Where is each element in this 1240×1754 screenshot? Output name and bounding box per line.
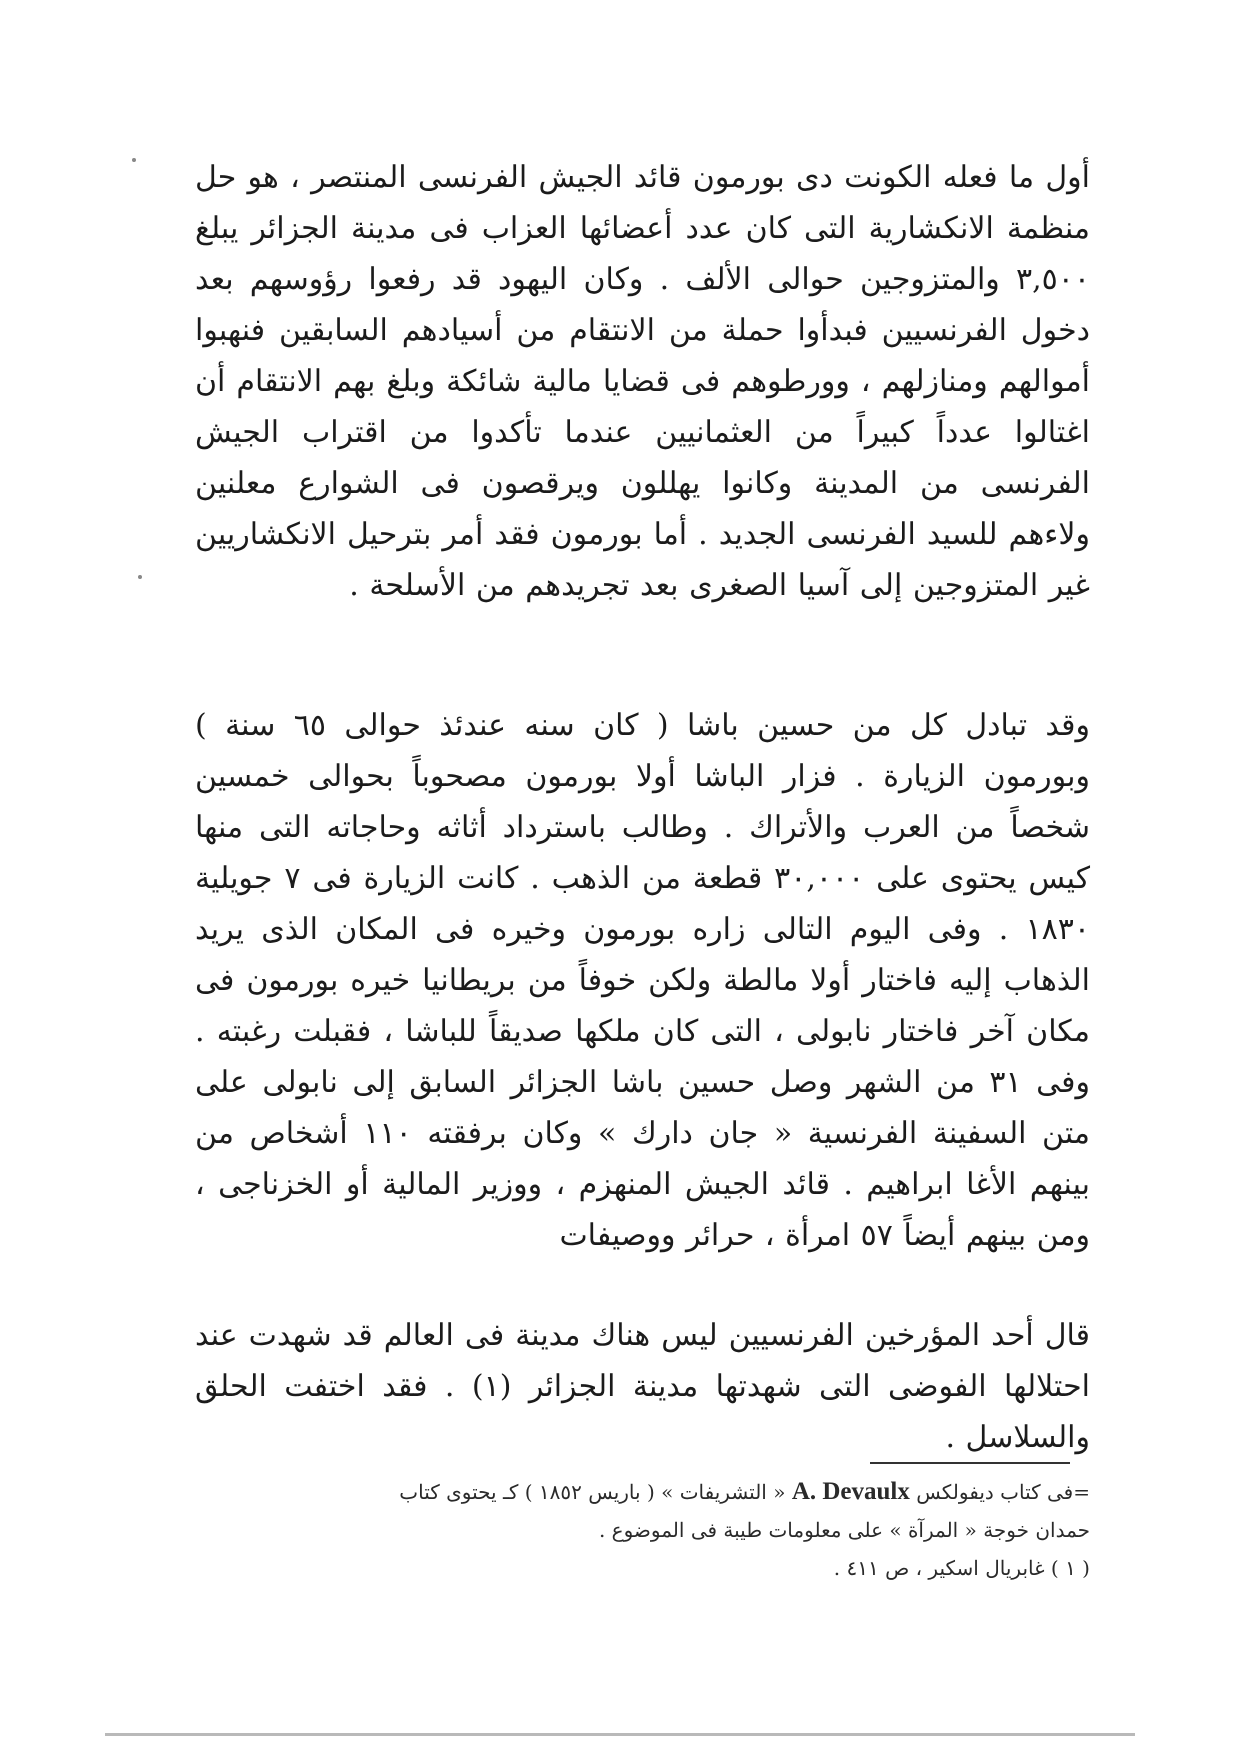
footnote-line-2: حمدان خوجة « المرآة » على معلومات طيبة فى الموضوع . [598,1518,1090,1542]
footnote-separator [870,1462,1070,1464]
paragraph-text: قال أحد المؤرخين الفرنسيين ليس هناك مدينة فى العالم قد شهدت عند احتلالها الفوضى التى شهدتها مدينة الجزائر (١) . فقد اختفت الحلق والسلاسل . [195,1318,1090,1455]
footnote-text: =فى كتاب ديفولكس [916,1480,1090,1504]
paragraph-text: وقد تبادل كل من حسين باشا ( كان سنه عندئذ حوالى ٦٥ سنة ) وبورمون الزيارة . فزار الباشا أولا بورمون مصحوباً بحوالى خمسين شخصاً من العرب والأتراك . وطالب باسترداد أثاثه وحاجاته التى منها كيس يحتوى على ٣٠,٠٠٠ قطعة من الذهب . كانت الزيارة فى ٧ جويلية ١٨٣٠ . وفى اليوم التالى زاره بورمون وخيره فى المكان الذى يريد الذهاب إليه فاختار أولا مالطة ولكن خوفاً من بريطانيا خيره بورمون فى مكان آخر فاختار نابولى ، التى كان ملكها صديقاً للباشا ، فقبلت رغبته . وفى ٣١ من الشهر وصل حسين باشا الجزائر السابق إلى نابولى على متن السفينة الفرنسية « جان دارك » وكان برفقته ١١٠ أشخاص من بينهم الأغا ابراهيم . قائد الجيش المنهزم ، ووزير المالية أو الخزناجى ، ومن بينهم أيضاً ٥٧ امرأة ، حرائر ووصيفات [195,708,1091,1253]
scan-speck [138,575,142,579]
footnote-line-3: ( ١ ) غابريال اسكير ، ص ٤١١ . [833,1556,1090,1580]
scan-speck [132,158,136,162]
footnote-line-1 [195,1473,1090,1511]
footnote-text: « التشريفات » ( باريس ١٨٥٢ ) كـ يحتوى كتاب [399,1480,786,1504]
paragraph-text: أول ما فعله الكونت دى بورمون قائد الجيش الفرنسى المنتصر ، هو حل منظمة الانكشارية التى كان عدد أعضائها العزاب فى مدينة الجزائر يبلغ ٣,٥٠٠ والمتزوجين حوالى الألف . وكان اليهود قد رفعوا رؤوسهم بعد دخول الفرنسيين فبدأوا حملة من الانتقام من أسيادهم السابقين فنهبوا أموالهم ومنازلهم ، وورطوهم فى قضايا مالية شائكة وبلغ بهم الانتقام أن اغتالوا عدداً كبيراً من العثمانيين عندما تأكدوا من اقتراب الجيش الفرنسى من المدينة وكانوا يهللون ويرقصون فى الشوارع معلنين ولاءهم للسيد الفرنسى الجديد . أما بورمون فقد أمر بترحيل الانكشاريين غير المتزوجين إلى آسيا الصغرى بعد تجريدهم من الأسلحة . [195,160,1090,603]
body-paragraph-1 [195,152,1090,611]
body-paragraph-3 [195,1310,1090,1463]
body-paragraph-2 [195,700,1090,1261]
footnotes [195,1473,1090,1587]
page-bottom-rule [105,1733,1135,1736]
footnote-latin-author: A. Devaulx [791,1478,910,1505]
